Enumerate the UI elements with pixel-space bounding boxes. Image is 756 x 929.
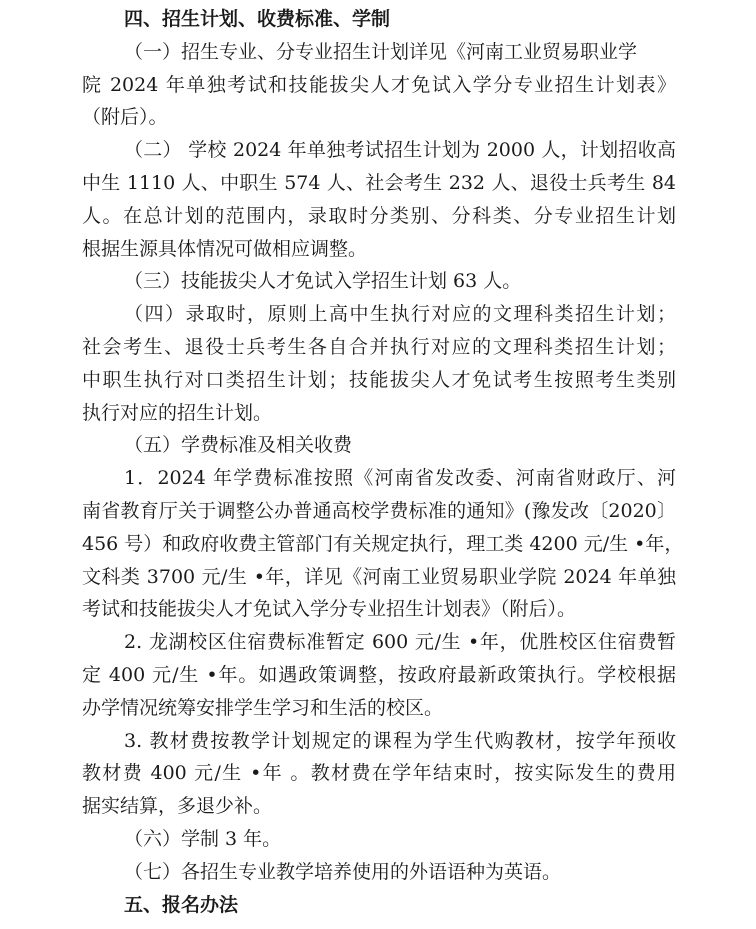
para-8-line-3: 据实结算，多退少补。 <box>82 795 273 817</box>
para-1-line-2: 院 2024 年单独考试和技能拔尖人才免试入学分专业招生计划表》 <box>82 74 676 96</box>
para-6-line-5: 考试和技能拔尖人才免试入学分专业招生计划表》（附后）。 <box>82 598 577 620</box>
para-2-line-3: 人。在总计划的范围内，录取时分类别、分科类、分专业招生计划 <box>82 205 676 227</box>
para-7-line-1: 2. 龙湖校区住宿费标准暂定 600 元/生 •年，优胜校区住宿费暂 <box>124 631 676 653</box>
para-7-line-3: 办学情况统筹安排学生学习和生活的校区。 <box>82 697 444 719</box>
para-9-line-1: （六）学制 3 年。 <box>124 828 282 850</box>
para-1-line-3: （附后）。 <box>82 106 168 128</box>
section-heading-4: 四、招生计划、收费标准、学制 <box>124 8 391 30</box>
para-6-line-4: 文科类 3700 元/生 •年，详见《河南工业贸易职业学院 2024 年单独 <box>82 566 676 588</box>
para-6-line-2: 南省教育厅关于调整公办普通高校学费标准的通知》(豫发改〔2020〕 <box>82 500 676 522</box>
para-2-line-4: 根据生源具体情况可做相应调整。 <box>82 238 368 260</box>
para-2-line-2: 中生 1110 人、中职生 574 人、社会考生 232 人、退役士兵考生 84 <box>82 172 676 194</box>
para-3-line-1: （三）技能拔尖人才免试入学招生计划 63 人。 <box>124 270 522 292</box>
para-6-line-3: 456 号）和政府收费主管部门有关规定执行，理工类 4200 元/生 •年， <box>82 533 684 555</box>
para-5-line-1: （五）学费标准及相关收费 <box>124 434 353 456</box>
para-4-line-4: 执行对应的招生计划。 <box>82 402 273 424</box>
para-4-line-1: （四）录取时，原则上高中生执行对应的文理科类招生计划； <box>124 303 676 325</box>
para-1-line-1: （一）招生专业、分专业招生计划详见《河南工业贸易职业学 <box>124 41 638 63</box>
para-4-line-3: 中职生执行对口类招生计划；技能拔尖人才免试考生按照考生类别 <box>82 369 676 391</box>
para-8-line-1: 3. 教材费按教学计划规定的课程为学生代购教材，按学年预收 <box>124 730 676 752</box>
para-6-line-1: 1．2024 年学费标准按照《河南省发改委、河南省财政厅、河 <box>124 467 676 489</box>
para-2-line-1: （二） 学校 2024 年单独考试招生计划为 2000 人，计划招收高 <box>124 139 676 161</box>
para-10-line-1: （七）各招生专业教学培养使用的外语语种为英语。 <box>124 861 562 883</box>
para-8-line-2: 教材费 400 元/生 •年 。教材费在学年结束时，按实际发生的费用 <box>82 762 676 784</box>
section-heading-5: 五、报名办法 <box>124 894 239 916</box>
para-7-line-2: 定 400 元/生 •年。如遇政策调整，按政府最新政策执行。学校根据 <box>82 664 676 686</box>
para-4-line-2: 社会考生、退役士兵考生各自合并执行对应的文理科类招生计划； <box>82 336 676 358</box>
